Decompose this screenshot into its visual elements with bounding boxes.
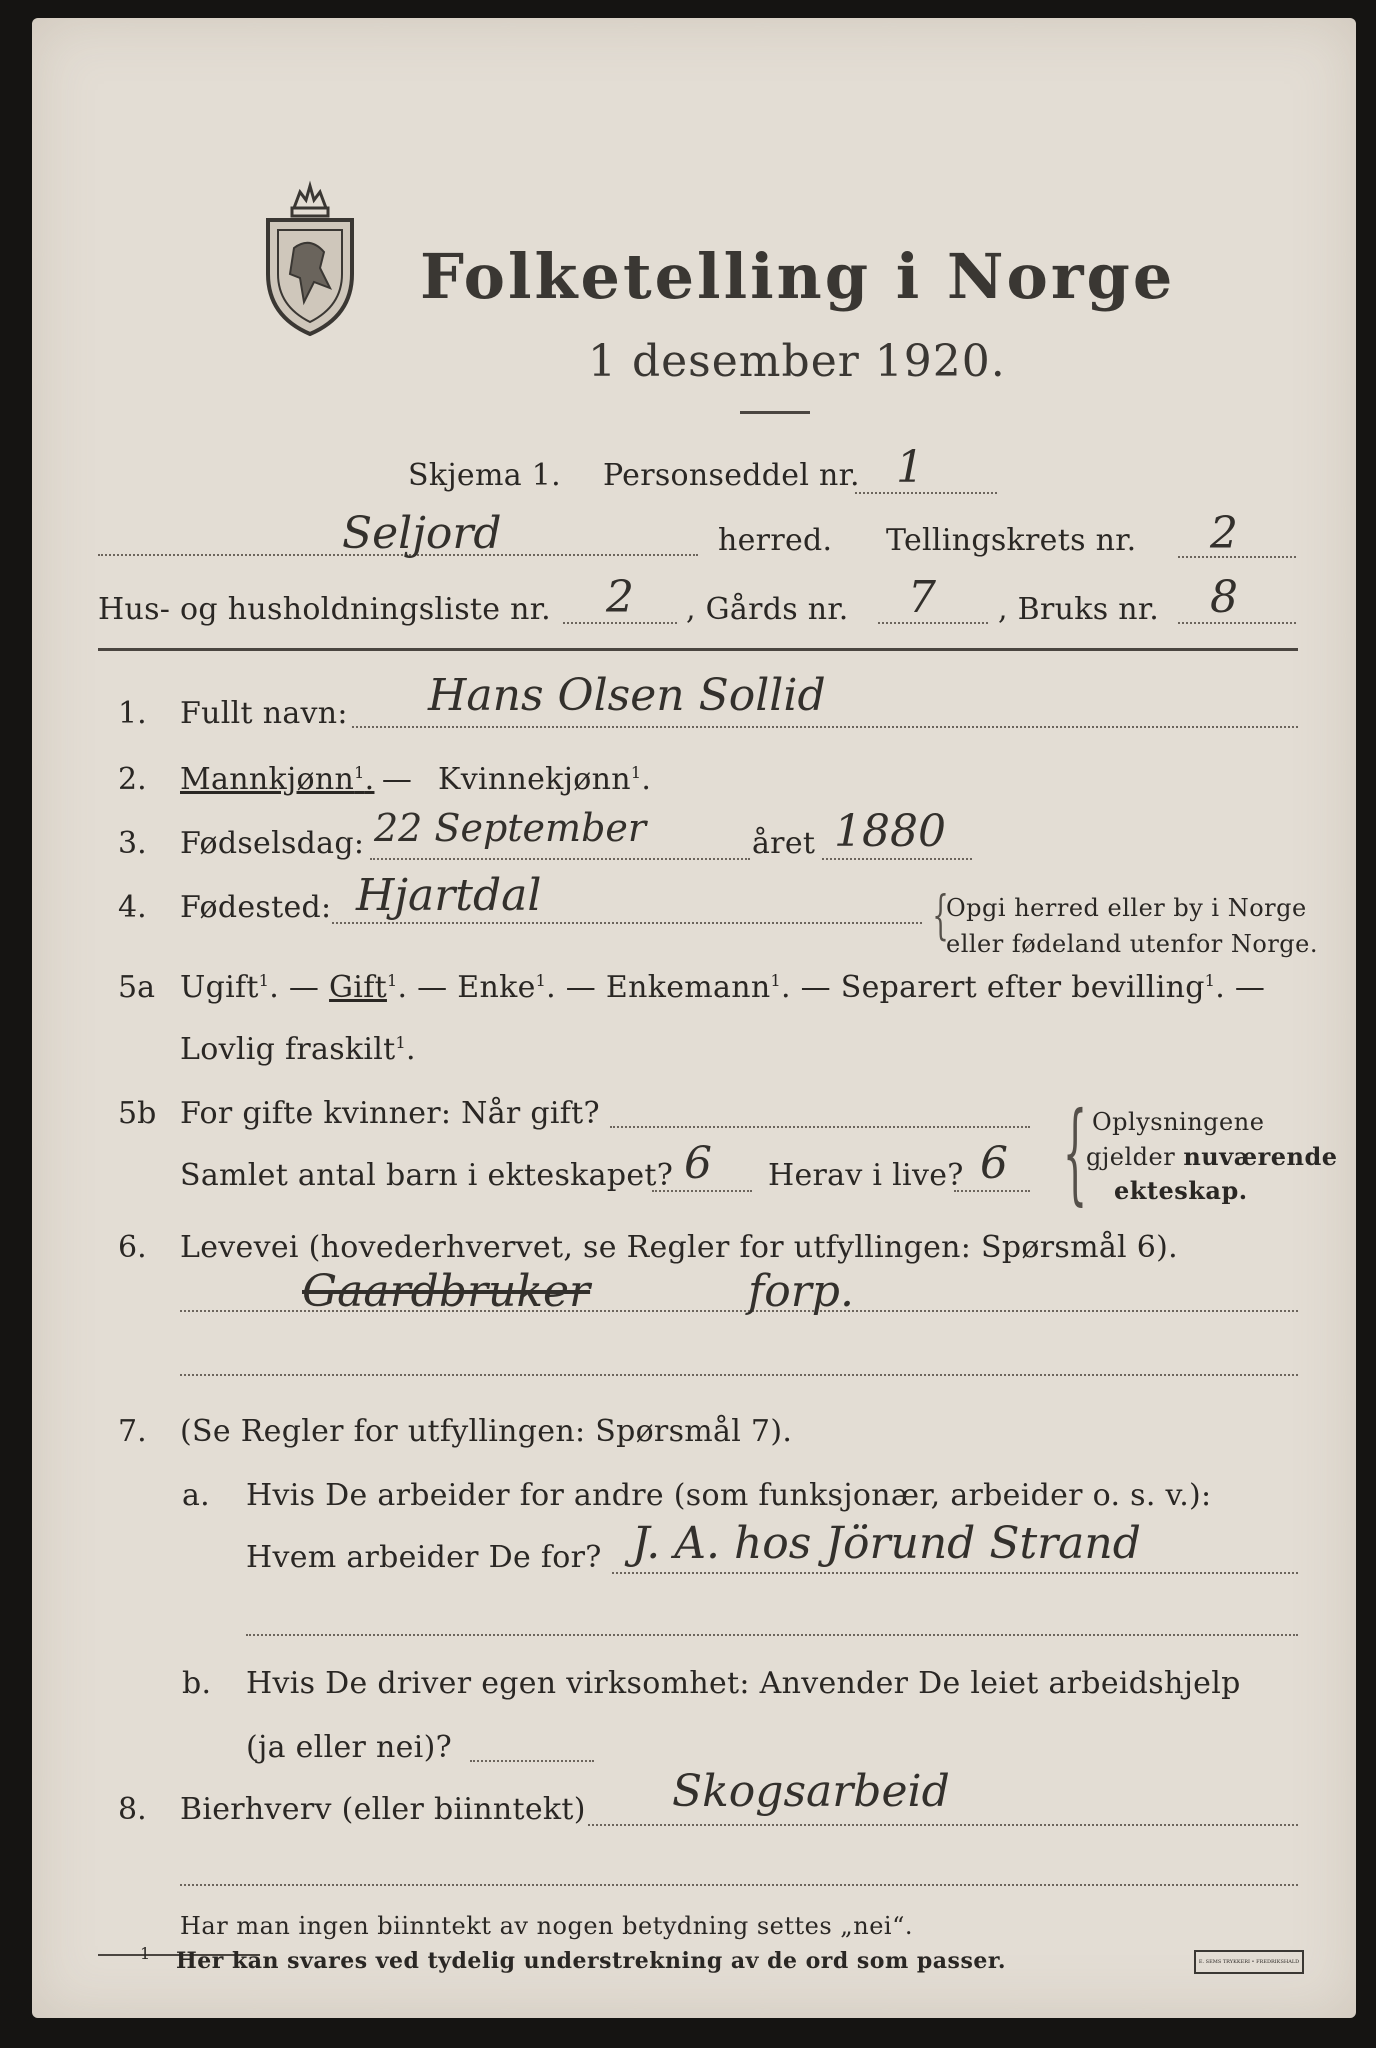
q2-mann-text: Mannkjønn <box>180 762 355 797</box>
q3-aret-line <box>822 858 972 860</box>
q7a-line1: Hvis De arbeider for andre (som funksjonær, arbeider o. s. v.): <box>246 1478 1212 1513</box>
q8-value[interactable]: Skogsarbeid <box>672 1766 950 1817</box>
tellingskrets-label: Tellingskrets nr. <box>886 523 1137 558</box>
q4-number: 4. <box>118 890 147 925</box>
q5b-note-line1: Oplysningene <box>1092 1108 1265 1136</box>
q7-label: (Se Regler for utfyllingen: Spørsmål 7). <box>180 1414 793 1449</box>
q5b-note-line2 <box>1086 1142 1338 1171</box>
q6-number: 6. <box>118 1230 147 1265</box>
q6-line2 <box>180 1374 1298 1376</box>
q5a-ugift: Ugift <box>180 970 259 1005</box>
q4-line <box>332 922 922 924</box>
q1-value[interactable]: Hans Olsen Sollid <box>428 670 826 721</box>
q3-label: Fødselsdag: <box>180 826 365 861</box>
q7b-letter: b. <box>182 1666 212 1701</box>
q7a-line2: Hvem arbeider De for? <box>246 1540 602 1575</box>
q7a-letter: a. <box>182 1478 211 1513</box>
q5a-options: Ugift$^1$. — Gift$^1$. — Enke$^1$. — Enkemann$^1$. — Separert efter bevilling$^1$. — <box>180 970 1266 1005</box>
q5b-note-line2a: gjelder <box>1086 1143 1184 1171</box>
q5b-number: 5b <box>118 1096 157 1131</box>
footnote-text: Her kan svares ved tydelig understrekning av de ord som passer. <box>176 1948 1007 1974</box>
q5a-number: 5a <box>118 970 155 1005</box>
q7b-answer-line <box>470 1760 594 1762</box>
q5a-gift: Gift <box>329 970 387 1005</box>
norwegian-coat-of-arms-icon <box>254 178 366 338</box>
q5a-separert: Separert efter bevilling <box>840 970 1205 1005</box>
q6-label: Levevei (hovederhvervet, se Regler for utfyllingen: Spørsmål 6). <box>180 1230 1178 1265</box>
q5b-note-line2b: nuværende <box>1183 1142 1338 1171</box>
q5b-barn-line <box>652 1190 752 1192</box>
personseddel-label: Personseddel nr. <box>603 458 860 493</box>
bruks-value[interactable]: 8 <box>1210 572 1238 623</box>
q2-mannkjonn: Mannkjønn$^1$. <box>180 762 375 797</box>
q5a-fraskilt-line: Lovlig fraskilt$^1$. <box>180 1032 416 1067</box>
herred-label: herred. <box>718 523 833 558</box>
q5b-note-line3: ekteskap. <box>1114 1176 1248 1205</box>
q6-value[interactable]: forp. <box>748 1266 854 1317</box>
q4-note-line2: eller fødeland utenfor Norge. <box>946 930 1319 958</box>
husliste-value[interactable]: 2 <box>606 572 634 623</box>
q2-kvinnekjonn: Kvinnekjønn$^1$. <box>438 762 652 797</box>
q1-label: Fullt navn: <box>180 696 348 731</box>
personseddel-line <box>855 492 997 494</box>
q5b-herav-value[interactable]: 6 <box>980 1138 1008 1189</box>
q5b-herav-label: Herav i live? <box>768 1158 964 1193</box>
q3-line <box>370 858 750 860</box>
q5b-note-brace: { <box>1062 1088 1088 1216</box>
q7a-answer-line <box>612 1572 1298 1574</box>
q2-kvinne-text: Kvinnekjønn <box>438 762 631 797</box>
gards-value[interactable]: 7 <box>908 572 936 623</box>
q8-line-extra <box>180 1884 1298 1886</box>
q8-label: Bierhverv (eller biinntekt) <box>180 1792 586 1827</box>
header-divider <box>98 648 1298 651</box>
q5b-label2: Samlet antal barn i ekteskapet? <box>180 1158 674 1193</box>
q5b-barn-value[interactable]: 6 <box>684 1138 712 1189</box>
q3-aret-label: året <box>752 826 816 861</box>
q7b-line2: (ja eller nei)? <box>246 1730 452 1765</box>
biinntekt-note: Har man ingen biinntekt av nogen betydning settes „nei“. <box>180 1912 913 1940</box>
q2-separator: — <box>372 762 422 797</box>
q1-line <box>352 726 1298 728</box>
q8-line <box>588 1824 1298 1826</box>
gards-label: , Gårds nr. <box>686 592 849 627</box>
q4-note-brace: { <box>932 886 949 946</box>
q5a-fraskilt: Lovlig fraskilt <box>180 1032 396 1067</box>
tellingskrets-value[interactable]: 2 <box>1210 508 1238 559</box>
q8-number: 8. <box>118 1792 147 1827</box>
bruks-label: , Bruks nr. <box>998 592 1160 627</box>
q3-number: 3. <box>118 826 147 861</box>
q6-value-struck[interactable]: Gaardbruker <box>302 1266 591 1317</box>
q5b-line1 <box>610 1126 1030 1128</box>
herred-value[interactable]: Seljord <box>342 508 502 559</box>
q4-note-line1: Opgi herred eller by i Norge <box>946 894 1307 922</box>
q3-value[interactable]: 22 September <box>374 806 647 850</box>
q5b-herav-line <box>954 1190 1030 1192</box>
husliste-label: Hus- og husholdningsliste nr. <box>98 592 551 627</box>
q7a-line-extra <box>246 1634 1298 1636</box>
q4-value[interactable]: Hjartdal <box>356 870 542 921</box>
form-date: 1 desember 1920. <box>588 336 1006 387</box>
q2-number: 2. <box>118 762 147 797</box>
footnote-mark: 1 <box>140 1944 151 1963</box>
q1-number: 1. <box>118 696 147 731</box>
q5a-enke: Enke <box>457 970 536 1005</box>
title-divider <box>740 411 810 414</box>
q7-number: 7. <box>118 1414 147 1449</box>
personseddel-value[interactable]: 1 <box>896 442 924 493</box>
q7b-line1: Hvis De driver egen virksomhet: Anvender De leiet arbeidshjelp <box>246 1666 1241 1701</box>
census-form-page <box>32 18 1356 2018</box>
printer-stamp: E. SEMS TRYKKERI • FREDRIKSHALD <box>1194 1950 1304 1974</box>
q5b-label1: For gifte kvinner: Når gift? <box>180 1096 600 1131</box>
q7a-value[interactable]: J. A. hos Jörund Strand <box>632 1518 1141 1569</box>
q5a-enkemann: Enkemann <box>605 970 771 1005</box>
skjema-label: Skjema 1. <box>408 458 561 493</box>
q4-label: Fødested: <box>180 890 332 925</box>
q3-aret-value[interactable]: 1880 <box>834 806 946 857</box>
form-title: Folketelling i Norge <box>420 240 1176 313</box>
